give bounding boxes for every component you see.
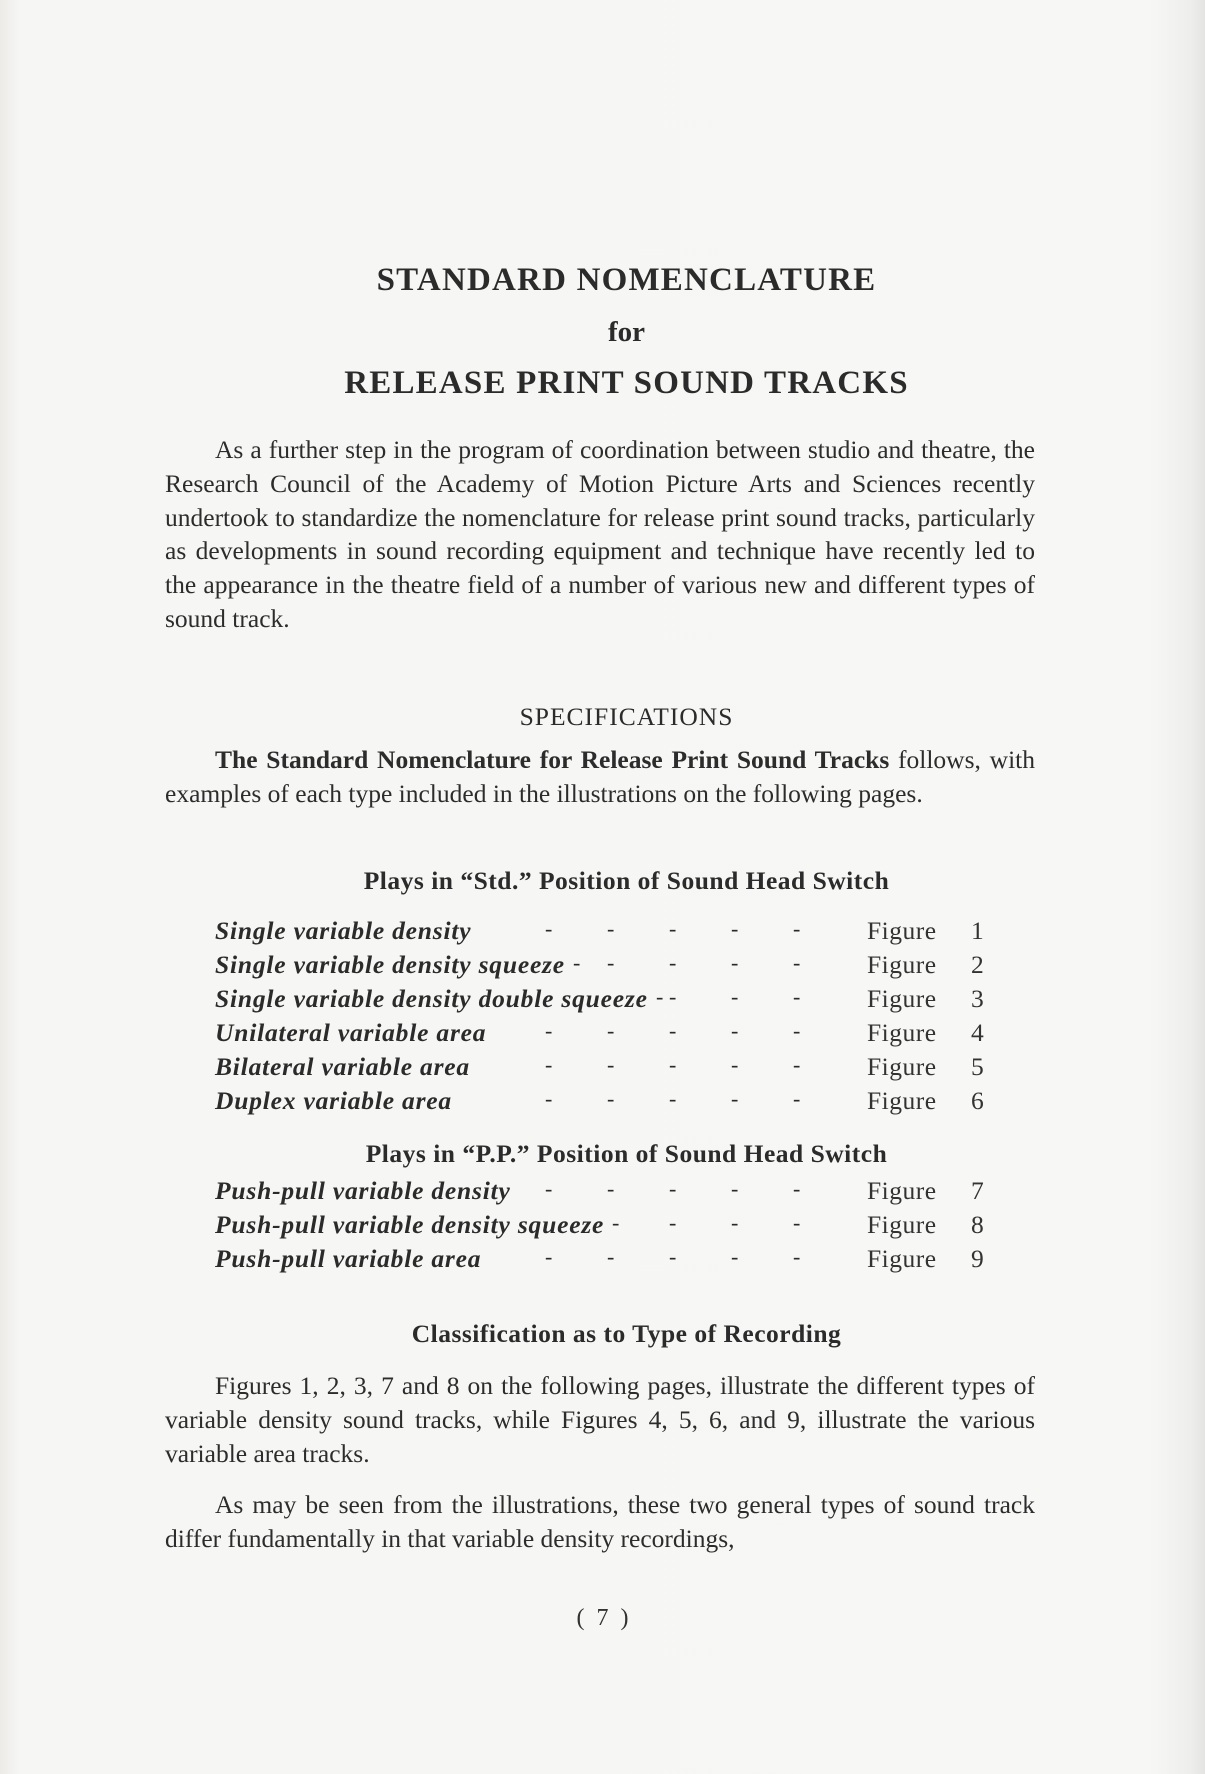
page-number: ( 7 ): [576, 1605, 629, 1631]
leader-dash: -: [793, 1176, 801, 1201]
classification-paragraph-1: Figures 1, 2, 3, 7 and 8 on the following pages, illustrate the different types of variable density sound tracks, while Figures 4, 5, 6, and 9, illustrate the various variable area tracks.: [165, 1371, 1035, 1468]
figure-number: 2: [971, 950, 984, 979]
leader-dash: -: [669, 1018, 677, 1043]
title-line-3: RELEASE PRINT SOUND TRACKS: [344, 365, 909, 401]
leader-dash: -: [731, 1052, 739, 1077]
leader-dash: -: [731, 916, 739, 941]
leader-dash: -: [545, 1176, 553, 1201]
track-type-name: Push-pull variable density: [215, 1176, 511, 1205]
pp-position-list: [215, 1176, 1015, 1278]
specifications-heading: SPECIFICATIONS: [519, 702, 734, 731]
list-item: [215, 1210, 1015, 1244]
leader-dash: -: [545, 1244, 553, 1269]
leader-dash: -: [573, 950, 581, 975]
figure-label: Figure: [867, 1176, 937, 1205]
leader-dash: -: [793, 1086, 801, 1111]
leader-dash: -: [793, 1210, 801, 1235]
track-type-name: Push-pull variable area: [215, 1244, 482, 1273]
leader-dash: -: [793, 1052, 801, 1077]
figure-number: 6: [971, 1086, 984, 1115]
track-type-name: Push-pull variable density squeeze: [215, 1210, 605, 1239]
leader-dash: -: [545, 1052, 553, 1077]
track-type-name: Single variable density: [215, 916, 472, 945]
leader-dash: -: [607, 1086, 615, 1111]
leader-dash: -: [731, 984, 739, 1009]
leader-dash: -: [607, 1176, 615, 1201]
leader-dash: -: [545, 1018, 553, 1043]
leader-dash: -: [793, 1244, 801, 1269]
leader-dash: -: [607, 1244, 615, 1269]
figure-number: 8: [971, 1210, 984, 1239]
classification-paragraph-2: As may be seen from the illustrations, these two general types of sound track differ fundamentally in that variable density recordings,: [165, 1490, 1035, 1553]
leader-dash: -: [793, 1018, 801, 1043]
figure-label: Figure: [867, 1052, 937, 1081]
list-item: [215, 1176, 1015, 1210]
track-type-name: Unilateral variable area: [215, 1018, 487, 1047]
track-type-name: Duplex variable area: [215, 1086, 452, 1115]
figure-number: 1: [971, 916, 984, 945]
figure-number: 9: [971, 1244, 984, 1273]
list-item: [215, 1086, 1015, 1120]
leader-dash: -: [731, 1210, 739, 1235]
list-item: [215, 950, 1015, 984]
intro-paragraph: As a further step in the program of coordination between studio and theatre, the Research Council of the Academy of Motion Picture Arts and Sciences recently undertook to standardize the nomenclature for release print sound tracks, particularly as developments in sound recording equipment and technique have recently led to the appearance in the theatre field of a number of various new and different types of sound track.: [165, 435, 1035, 633]
leader-dash: -: [545, 916, 553, 941]
list-item: [215, 1052, 1015, 1086]
std-position-heading: Plays in “Std.” Position of Sound Head Switch: [363, 866, 890, 895]
title-line-1: STANDARD NOMENCLATURE: [376, 262, 877, 298]
leader-dash: -: [607, 1018, 615, 1043]
figure-number: 7: [971, 1176, 984, 1205]
figure-label: Figure: [867, 950, 937, 979]
leader-dash: -: [607, 916, 615, 941]
leader-dash: -: [612, 1210, 620, 1235]
specifications-rest: follows, with examples of each type included in the illustrations on the following pages.: [165, 745, 1035, 808]
leader-dash: -: [545, 1086, 553, 1111]
track-type-name: Bilateral variable area: [215, 1052, 470, 1081]
specifications-lead: The Standard Nomenclature for Release Print Sound Tracks: [215, 745, 890, 774]
list-item: [215, 1244, 1015, 1278]
figure-label: Figure: [867, 916, 937, 945]
leader-dash: -: [669, 950, 677, 975]
pp-position-heading: Plays in “P.P.” Position of Sound Head Switch: [365, 1139, 888, 1168]
list-item: [215, 916, 1015, 950]
leader-dash: -: [731, 1244, 739, 1269]
leader-dash: -: [656, 984, 664, 1009]
classification-heading: Classification as to Type of Recording: [411, 1319, 842, 1348]
leader-dash: -: [793, 950, 801, 975]
leader-dash: -: [731, 1086, 739, 1111]
leader-dash: -: [731, 950, 739, 975]
leader-dash: -: [731, 1018, 739, 1043]
figure-label: Figure: [867, 1018, 937, 1047]
figure-label: Figure: [867, 984, 937, 1013]
leader-dash: -: [607, 950, 615, 975]
title-line-2: for: [607, 316, 646, 348]
leader-dash: -: [793, 916, 801, 941]
leader-dash: -: [669, 916, 677, 941]
figure-number: 4: [971, 1018, 984, 1047]
leader-dash: -: [793, 984, 801, 1009]
list-item: [215, 984, 1015, 1018]
leader-dash: -: [731, 1176, 739, 1201]
leader-dash: -: [669, 1086, 677, 1111]
std-position-list: [215, 916, 1015, 1120]
list-item: [215, 1018, 1015, 1052]
leader-dash: -: [607, 1052, 615, 1077]
figure-label: Figure: [867, 1210, 937, 1239]
leader-dash: -: [669, 1176, 677, 1201]
track-type-name: Single variable density double squeeze: [215, 984, 648, 1013]
figure-label: Figure: [867, 1086, 937, 1115]
leader-dash: -: [669, 1052, 677, 1077]
track-type-name: Single variable density squeeze: [215, 950, 565, 979]
figure-number: 3: [971, 984, 984, 1013]
leader-dash: -: [669, 1210, 677, 1235]
figure-number: 5: [971, 1052, 984, 1081]
specifications-paragraph: [165, 743, 1035, 811]
leader-dash: -: [669, 1244, 677, 1269]
leader-dash: -: [669, 984, 677, 1009]
figure-label: Figure: [867, 1244, 937, 1273]
